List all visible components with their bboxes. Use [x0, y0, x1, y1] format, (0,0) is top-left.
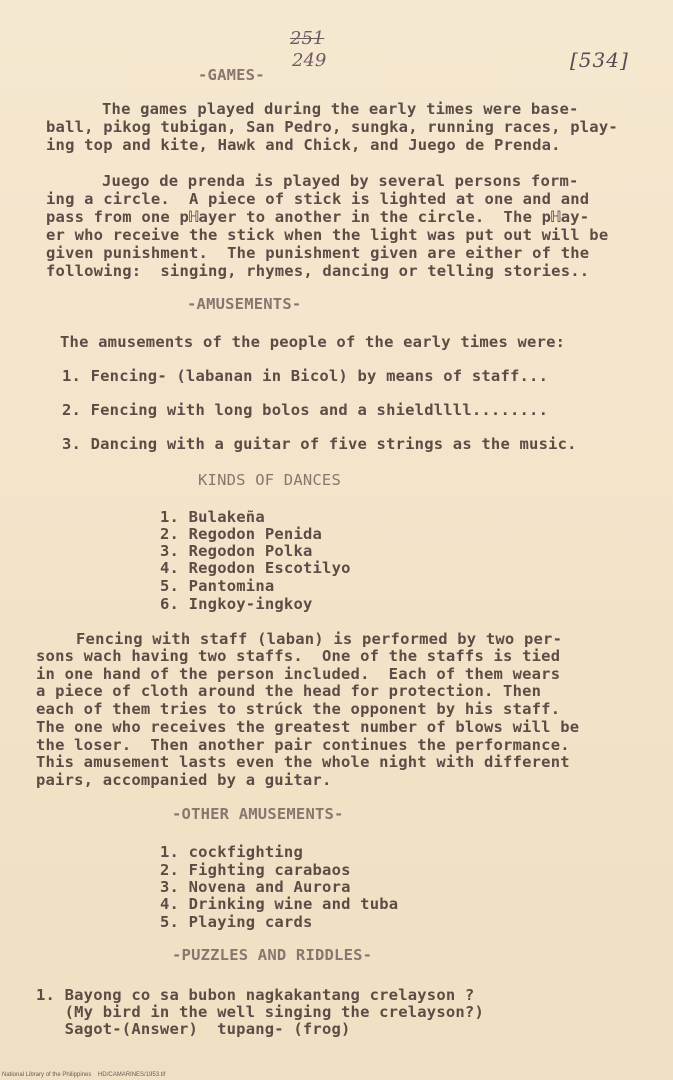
dance-item-2: 2. Regodon Penida [160, 525, 323, 543]
games-para2-line2: ing a circle. A piece of stick is lighted at one and and [46, 190, 590, 208]
dance-item-4: 4. Regodon Escotilyo [160, 559, 351, 577]
fencing-line9: pairs, accompanied by a guitar. [36, 771, 332, 789]
games-heading: -GAMES- [198, 66, 265, 84]
games-para1-line1: The games played during the early times were base- [102, 100, 579, 118]
crossed-page-number: 251 [290, 28, 325, 49]
other-item-2: 2. Fighting carabaos [160, 861, 351, 879]
other-item-5: 5. Playing cards [160, 913, 313, 931]
fencing-line3: in one hand of the person included. Each of them wears [36, 665, 561, 683]
games-para2-line6: following: singing, rhymes, dancing or telling stories.. [46, 262, 590, 280]
fencing-line8: This amusement lasts even the whole night with different [36, 753, 570, 771]
other-item-1: 1. cockfighting [160, 843, 303, 861]
amusement-item-3: 3. Dancing with a guitar of five strings as the music. [62, 435, 577, 453]
riddle-line3: Sagot-(Answer) tupang- (frog) [36, 1020, 351, 1038]
games-para1-line3: ing top and kite, Hawk and Chick, and Juego de Prenda. [46, 136, 561, 154]
dances-heading: KINDS OF DANCES [198, 471, 341, 489]
other-item-3: 3. Novena and Aurora [160, 878, 351, 896]
games-para2-line5: given punishment. The punishment given are either of the [46, 244, 590, 262]
dance-item-5: 5. Pantomina [160, 577, 275, 595]
amusement-item-1: 1. Fencing- (labanan in Bicol) by means of staff... [62, 367, 549, 385]
dance-item-6: 6. Ingkoy-ingkoy [160, 595, 313, 613]
fencing-line5: each of them tries to strúck the opponent by his staff. [36, 700, 561, 718]
fencing-line1: Fencing with staff (laban) is performed by two per- [76, 630, 563, 648]
dance-item-3: 3. Regodon Polka [160, 542, 313, 560]
games-para2-line3: pass from one pℍayer to another in the circle. The pℍay- [46, 208, 590, 226]
amusements-intro: The amusements of the people of the early times were: [60, 333, 566, 351]
fencing-line7: the loser. Then another pair continues the performance. [36, 736, 570, 754]
other-amusements-heading: -OTHER AMUSEMENTS- [172, 805, 344, 823]
games-para1-line2: ball, pikog tubigan, San Pedro, sungka, running races, play- [46, 118, 618, 136]
other-item-4: 4. Drinking wine and tuba [160, 895, 399, 913]
riddle-line2: (My bird in the well singing the crelayson?) [36, 1003, 484, 1021]
fencing-line6: The one who receives the greatest number of blows will be [36, 718, 580, 736]
amusement-item-2: 2. Fencing with long bolos and a shieldllll........ [62, 401, 549, 419]
games-para2-line4: er who receive the stick when the light was put out will be [46, 226, 609, 244]
scan-footer: National Library of the Philippines HD/CAMARINES/1953.tif [2, 1072, 166, 1078]
fencing-line2: sons wach having two staffs. One of the staffs is tied [36, 647, 561, 665]
games-para2-line1: Juego de prenda is played by several persons form- [102, 172, 579, 190]
riddle-line1: 1. Bayong co sa bubon nagkakantang crelayson ? [36, 986, 475, 1004]
puzzles-heading: -PUZZLES AND RIDDLES- [172, 946, 373, 964]
amusements-heading: -AMUSEMENTS- [187, 295, 302, 313]
dance-item-1: 1. Bulakeña [160, 508, 265, 526]
page-number: 249 [292, 50, 327, 71]
folio-number: [534] [570, 48, 629, 72]
fencing-line4: a piece of cloth around the head for protection. Then [36, 682, 542, 700]
